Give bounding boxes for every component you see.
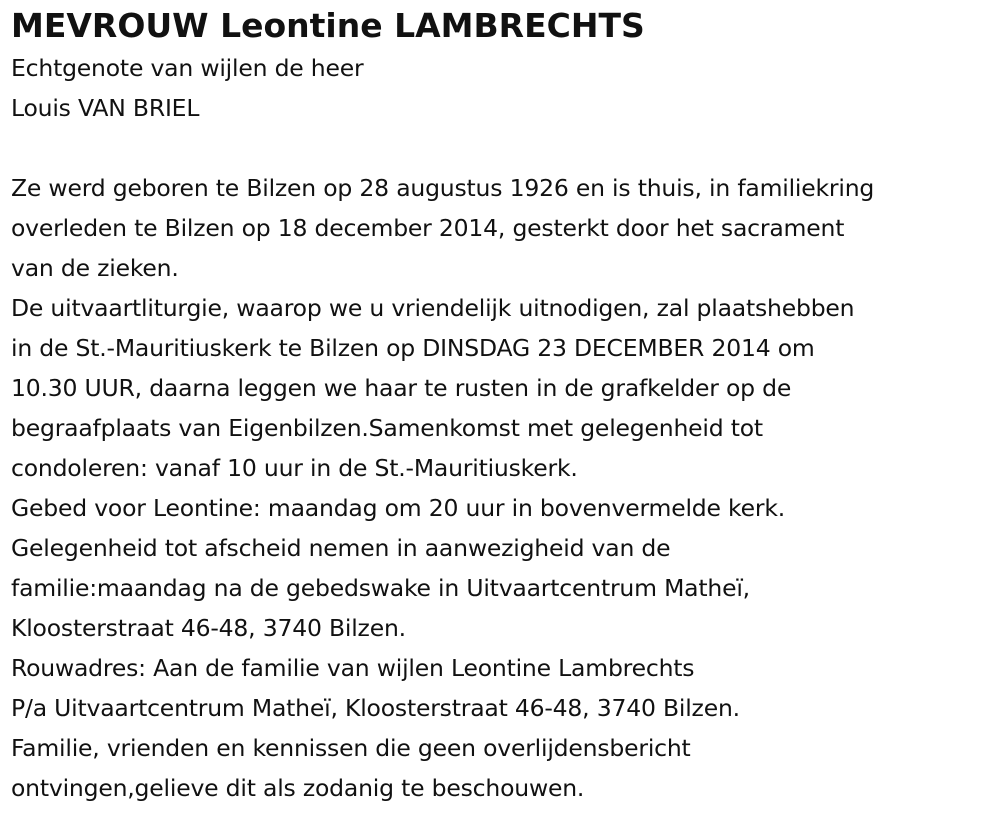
body-line: Kloosterstraat 46-48, 3740 Bilzen. [11,614,406,642]
body-line: begraafplaats van Eigenbilzen.Samenkomst met gelegenheid tot [11,414,763,442]
body-line: Gelegenheid tot afscheid nemen in aanwezigheid van de [11,534,671,562]
body-line: van de zieken. [11,254,179,282]
obituary-notice [11,4,996,808]
body-line: Ze werd geboren te Bilzen op 28 augustus 1926 en is thuis, in familiekring [11,174,875,202]
paragraph-gap [11,128,996,168]
body-line: Gebed voor Leontine: maandag om 20 uur in bovenvermelde kerk. [11,494,785,522]
spouse-info [11,48,996,128]
body-line: 10.30 UUR, daarna leggen we haar te rusten in de grafkelder op de [11,374,792,402]
body-line: Familie, vrienden en kennissen die geen overlijdensbericht [11,734,691,762]
deceased-name-title: MEVROUW Leontine LAMBRECHTS [11,6,645,45]
body-line: P/a Uitvaartcentrum Matheï, Kloosterstraat 46-48, 3740 Bilzen. [11,694,740,722]
body-line: ontvingen,gelieve dit als zodanig te beschouwen. [11,774,585,802]
body-line: Rouwadres: Aan de familie van wijlen Leontine Lambrechts [11,654,695,682]
spouse-intro-line: Echtgenote van wijlen de heer [11,54,364,82]
body-line: overleden te Bilzen op 18 december 2014, gesterkt door het sacrament [11,214,845,242]
body-line: De uitvaartliturgie, waarop we u vriendelijk uitnodigen, zal plaatshebben [11,294,855,322]
notice-body [11,168,996,808]
body-line: condoleren: vanaf 10 uur in de St.-Mauritiuskerk. [11,454,578,482]
body-line: familie:maandag na de gebedswake in Uitvaartcentrum Matheï, [11,574,750,602]
body-line: in de St.-Mauritiuskerk te Bilzen op DINSDAG 23 DECEMBER 2014 om [11,334,815,362]
spouse-name-line: Louis VAN BRIEL [11,94,200,122]
